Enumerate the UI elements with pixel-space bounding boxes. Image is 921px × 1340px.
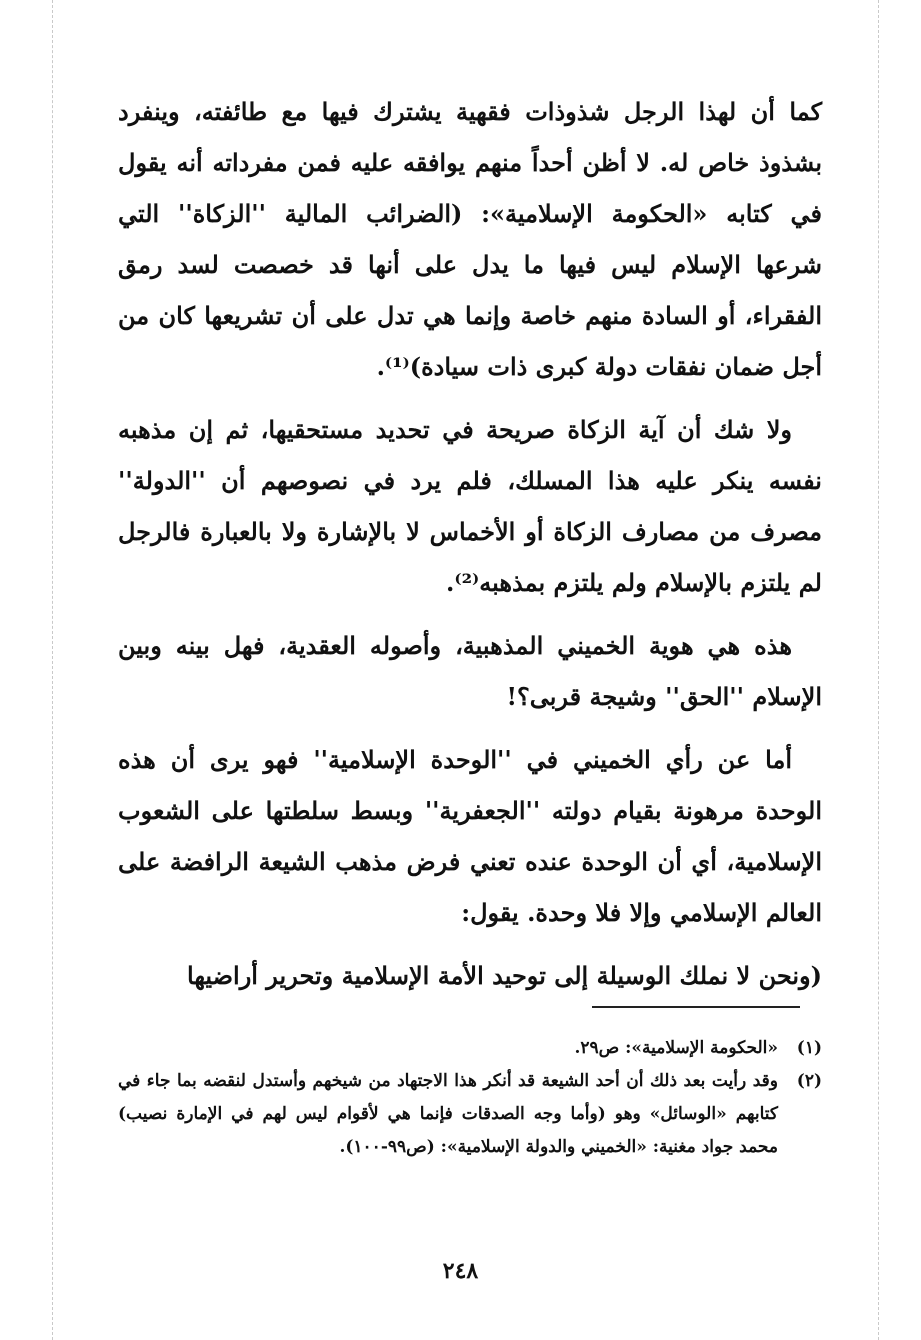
footnote-separator — [592, 1006, 800, 1008]
page-number: ٢٤٨ — [442, 1258, 479, 1284]
paragraph-2: ولا شك أن آية الزكاة صريحة في تحديد مستحقيها، ثم إن مذهبه نفسه ينكر عليه هذا المسلك، فلم يرد في نصوصهم أن ''الدولة'' مصرف من مصارف الزكاة أو الأخماس لا بالإشارة ولا بالعبارة فالرجل لم يلتزم بالإسلام ولم يلتزم بمذهبه⁽²⁾. — [118, 415, 822, 597]
footnote-1 — [118, 1032, 822, 1065]
page-body — [118, 86, 822, 1001]
scan-edge-left — [52, 0, 53, 1340]
paragraph-5-quote-start: (ونحن لا نملك الوسيلة إلى توحيد الأمة الإسلامية وتحرير أراضيها — [187, 961, 822, 990]
footnote-2 — [118, 1065, 822, 1164]
footnote-text: «الحكومة الإسلامية»: ص٢٩. — [574, 1038, 778, 1058]
footnotes — [118, 1032, 822, 1164]
footnote-number: (١) — [796, 1038, 822, 1058]
footnote-number: (٢) — [796, 1071, 822, 1091]
paragraph-4: أما عن رأي الخميني في ''الوحدة الإسلامية'' فهو يرى أن هذه الوحدة مرهونة بقيام دولته ''الجعفرية'' وبسط سلطتها على الشعوب الإسلامية، أي أن الوحدة عنده تعني فرض مذهب الشيعة الرافضة على العالم الإسلامي وإلا فلا وحدة. يقول: — [118, 745, 823, 927]
paragraph-3: هذه هي هوية الخميني المذهبية، وأصوله العقدية، فهل بينه وبين الإسلام ''الحق'' وشيجة قربى؟! — [118, 631, 822, 711]
scan-edge-right — [878, 0, 879, 1340]
paragraph-1: كما أن لهذا الرجل شذوذات فقهية يشترك فيها مع طائفته، وينفرد بشذوذ خاص له. لا أظن أحداً منهم يوافقه عليه فمن مفرداته أنه يقول في كتابه «الحكومة الإسلامية»: (الضرائب المالية ''الزكاة'' التي شرعها الإسلام ليس فيها ما يدل على أنها قد خصصت لسد رمق الفقراء، أو السادة منهم خاصة وإنما هي تدل على أن تشريعها كان من أجل ضمان نفقات دولة كبرى ذات سيادة)⁽¹⁾. — [118, 97, 822, 381]
footnote-text: وقد رأيت بعد ذلك أن أحد الشيعة قد أنكر هذا الاجتهاد من شيخهم وأستدل لنقضه بما جاء في كتابهم «الوسائل» وهو (وأما وجه الصدقات فإنما هي لأقوام ليس لهم في الإمارة نصيب) محمد جواد مغنية: «الخميني والدولة الإسلامية»: (ص٩٩-١٠٠). — [118, 1071, 778, 1157]
